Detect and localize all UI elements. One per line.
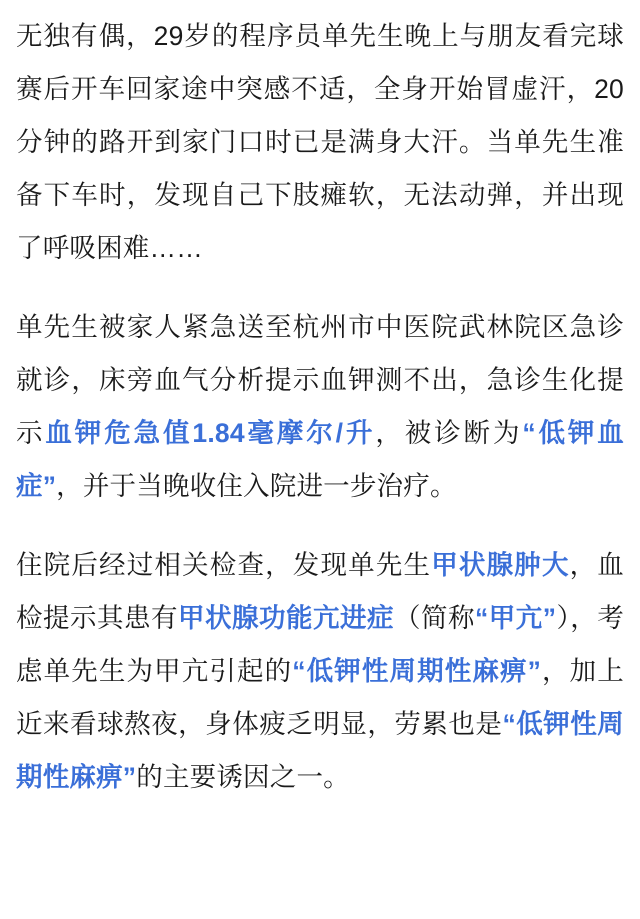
highlighted-text: “甲亢” [475, 603, 557, 633]
paragraph: 无独有偶，29岁的程序员单先生晚上与朋友看完球赛后开车回家途中突感不适，全身开始冒虚汗，20分钟的路开到家门口时已是满身大汗。当单先生准备下车时，发现自己下肢瘫软，无法动弹，并出现了呼吸困难…… [16, 21, 624, 263]
highlighted-text: “低钾性周期性麻痹” [292, 656, 542, 686]
highlighted-text: 甲状腺肿大 [431, 550, 570, 580]
highlighted-text: 甲状腺功能亢进症 [178, 603, 395, 633]
paragraph: 单先生被家人紧急送至杭州市中医院武林院区急诊就诊，床旁血气分析提示血钾测不出，急诊生化提示血钾危急值1.84毫摩尔/升，被诊断为“低钾血症”，并于当晚收住入院进一步治疗。 [16, 312, 624, 501]
highlighted-text: “低钾血症” [16, 418, 624, 501]
highlighted-text: 血钾危急值1.84毫摩尔/升 [45, 418, 376, 448]
paragraph: 住院后经过相关检查，发现单先生甲状腺肿大，血检提示其患有甲状腺功能亢进症（简称“甲亢”），考虑单先生为甲亢引起的“低钾性周期性麻痹”，加上近来看球熬夜，身体疲乏明显，劳累也是“低钾性周期性麻痹”的主要诱因之一。 [16, 550, 625, 792]
highlighted-text: “低钾性周期性麻痹” [16, 709, 625, 792]
